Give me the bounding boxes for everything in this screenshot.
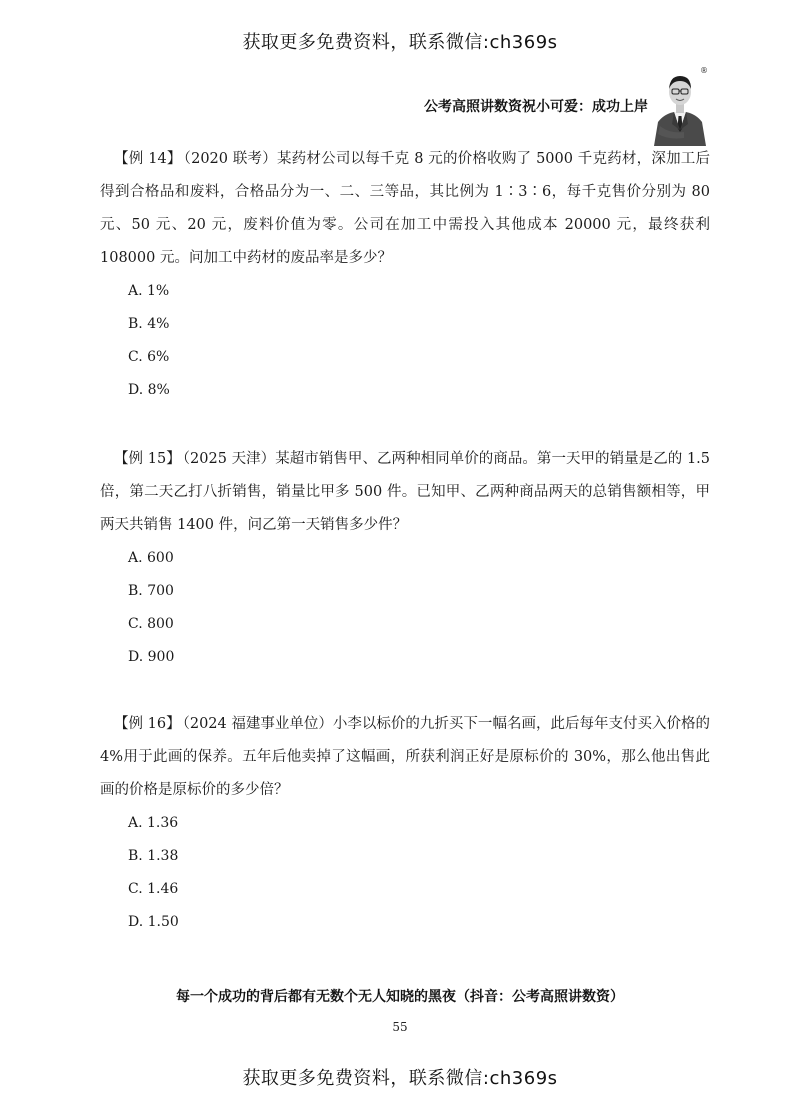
watermark-top: 获取更多免费资料，联系微信:ch369s — [242, 32, 558, 53]
option-list — [100, 807, 710, 939]
option-b: B. 1.38 — [128, 848, 179, 864]
page-number: 55 — [392, 1020, 408, 1034]
question-tag: 【例 15】 — [114, 451, 181, 467]
question-tag: 【例 16】 — [114, 716, 181, 732]
question-body: （2024 福建事业单位）小李以标价的九折买下一幅名画，此后每年支付买入价格的 4%用于此画的保养。五年后他卖掉了这幅画，所获利润正好是原标价的 30%，那么他出售此画的价格是原标价的多少倍？ — [100, 716, 711, 798]
header-slogan: 公考高照讲数资祝小可爱：成功上岸 — [424, 99, 648, 115]
option-a: A. 1% — [128, 283, 170, 299]
option-list — [100, 275, 710, 407]
option-d: D. 900 — [128, 649, 175, 665]
question-block-14 — [100, 143, 710, 407]
option-a: A. 600 — [128, 550, 174, 566]
question-block-16 — [100, 708, 710, 939]
question-block-15 — [100, 443, 710, 674]
option-a: A. 1.36 — [128, 815, 179, 831]
option-c: C. 6% — [128, 349, 170, 365]
option-b: B. 700 — [128, 583, 174, 599]
option-d: D. 8% — [128, 382, 170, 398]
question-text — [100, 443, 710, 542]
question-tag: 【例 14】 — [114, 151, 182, 167]
option-d: D. 1.50 — [128, 914, 179, 930]
teacher-portrait — [650, 64, 710, 146]
question-text — [100, 708, 710, 807]
teacher-portrait-image — [650, 64, 710, 146]
option-c: C. 1.46 — [128, 881, 179, 897]
question-body: （2020 联考）某药材公司以每千克 8 元的价格收购了 5000 千克药材，深加工后得到合格品和废料，合格品分为一、二、三等品，其比例为 1∶3∶6，每千克售价分别为 80 元、50 元、20 元，废料价值为零。公司在加工中需投入其他成本 20000 元，最终获利 108000 元。问加工中药材的废品率是多少？ — [100, 151, 711, 266]
footer-quote: 每一个成功的背后都有无数个无人知晓的黑夜（抖音：公考高照讲数资） — [176, 989, 624, 1005]
registered-mark-icon: ® — [700, 66, 708, 75]
question-text — [100, 143, 710, 275]
option-c: C. 800 — [128, 616, 174, 632]
option-list — [100, 542, 710, 674]
option-b: B. 4% — [128, 316, 170, 332]
question-body: （2025 天津）某超市销售甲、乙两种相同单价的商品。第一天甲的销量是乙的 1.5 倍，第二天乙打八折销售，销量比甲多 500 件。已知甲、乙两种商品两天的总销售额相等，甲两天共销售 1400 件，问乙第一天销售多少件？ — [100, 451, 710, 533]
watermark-bottom: 获取更多免费资料，联系微信:ch369s — [242, 1068, 558, 1089]
